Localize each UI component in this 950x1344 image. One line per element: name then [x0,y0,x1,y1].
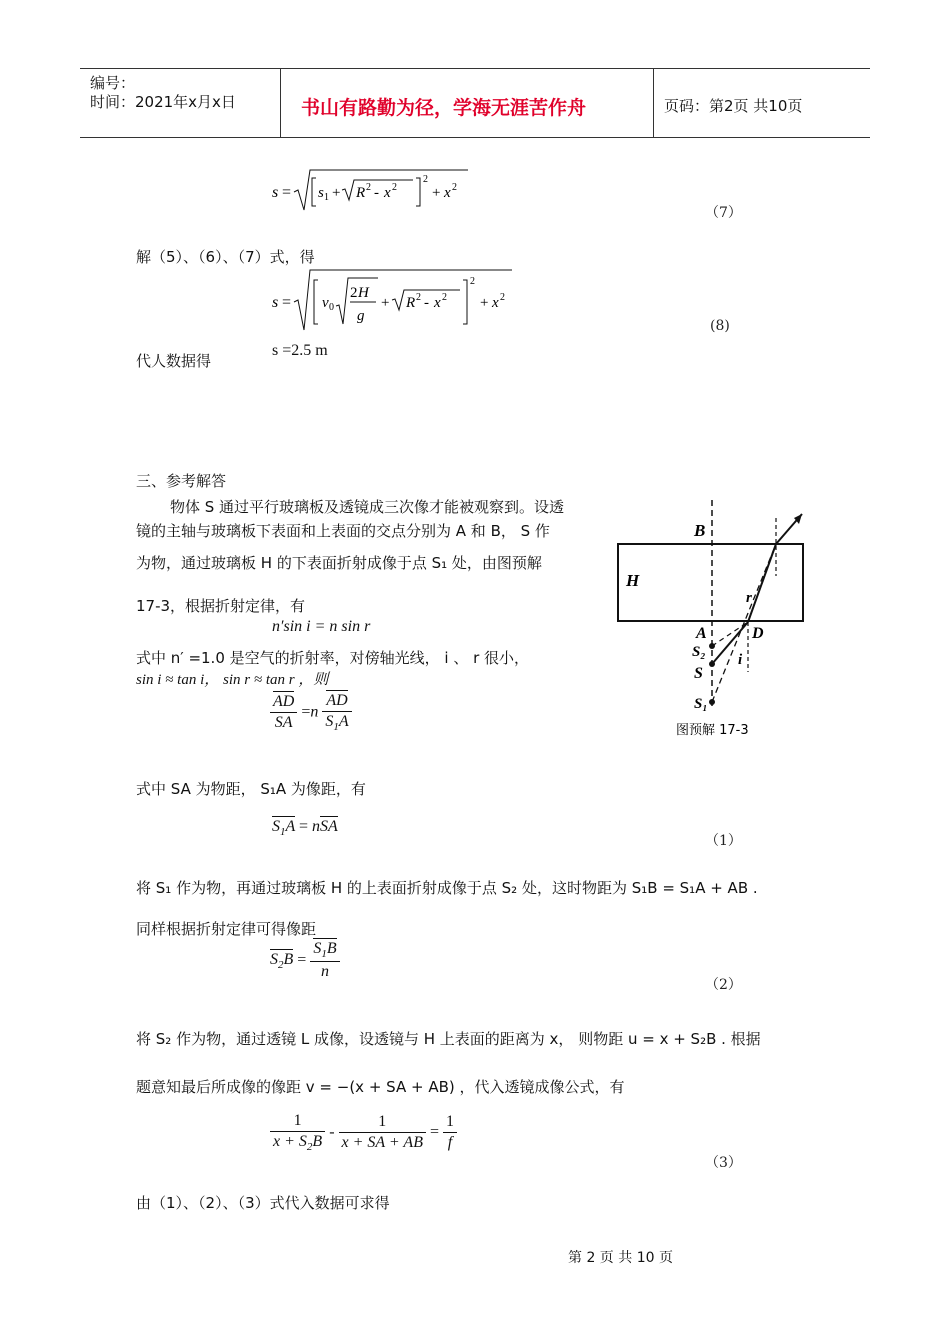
label-S: S [694,665,703,682]
svg-text:=: = [282,184,292,201]
ratio-equation: $\frac{AD}{SA}$ =n $\frac{AD}{S_1A}$ [270,692,352,733]
svg-text:2: 2 [423,174,428,185]
para3-line: 将 S₂ 作为物，通过透镜 L 成像，设透镜与 H 上表面的距离为 x， 则物距 u = x + S₂B . 根据 [136,1030,761,1048]
svg-text:+: + [432,185,441,201]
motto: 书山有路勤为径，学海无涯苦作舟 [301,97,587,119]
time-label: 时间：2021年x月x日 [90,93,236,111]
para1-line2: 镜的主轴与玻璃板下表面和上表面的交点分别为 A 和 B， S 作 [136,522,550,540]
para1-line4: 17-3，根据折射定律，有 [136,597,306,615]
equation-1: $S_1A$ = nSA [272,818,338,839]
svg-text:+: + [381,295,390,311]
para1-line3: 为物，通过玻璃板 H 的下表面折射成像于点 S₁ 处，由图预解 [136,554,542,572]
eq3-tag: （3） [705,1155,742,1171]
solve-text: 解（5）、（6）、（7）式，得 [136,248,315,266]
header-left-cell [80,69,281,137]
svg-text:-: - [424,295,429,311]
equation-2: $S_2B$ = $\frac{S_1B}{n}$ [270,940,340,981]
label-A: A [696,625,707,642]
page-footer: 第 2 页 共 10 页 [568,1250,673,1266]
svg-text:R: R [356,185,366,201]
svg-text:x: x [444,185,451,201]
svg-text:+: + [480,295,489,311]
label-r: r [746,590,752,606]
svg-text:H: H [358,285,369,301]
final-line: 由（1）、（2）、（3）式代入数据可求得 [136,1194,390,1212]
svg-text:2: 2 [500,292,505,303]
optics-figure [612,496,812,744]
svg-text:2: 2 [452,182,457,193]
label-i: i [738,652,743,668]
svg-text:0: 0 [329,302,334,313]
substitute-text: 代人数据得 [136,352,212,370]
svg-text:=: = [282,294,292,311]
para2-line: 将 S₁ 作为物，再通过玻璃板 H 的上表面折射成像于点 S₂ 处，这时物距为 S₁B = S₁A + AB . [136,879,758,897]
svg-text:x: x [492,295,499,311]
result-value: s =2.5 m [272,342,328,359]
svg-text:x: x [434,295,441,311]
svg-text:2: 2 [392,182,397,193]
approx-line: sin i ≈ tan i， sin r ≈ tan r ，则 [136,672,329,688]
svg-text:x: x [384,185,391,201]
svg-text:2: 2 [470,276,475,287]
where-line-2: 式中 SA 为物距， S₁A 为像距，有 [136,780,366,798]
section-heading: 三、参考解答 [136,472,227,490]
eq8-tag: (8) [710,318,730,334]
svg-text:2: 2 [350,285,358,301]
equation-8 [268,266,518,334]
header-page-cell [654,69,870,137]
eq2-tag: （2） [705,977,742,993]
svg-text:R: R [406,295,416,311]
snell-law: n′sin i = n sin r [272,618,371,635]
label-D: D [752,625,764,642]
svg-text:+: + [332,185,341,201]
para1-line1: 物体 S 通过平行玻璃板及透镜成三次像才能被观察到。设透 [170,498,565,516]
svg-text:2: 2 [442,292,447,303]
label-S1: S₁ [694,696,708,712]
eq7-tag: （7） [705,205,742,221]
equation-3: $\frac{1}{x + S_2B}$ - $\frac{1}{x + SA + AB}$ = $\frac{1}{f}$ [270,1112,457,1153]
svg-text:g: g [357,308,365,324]
svg-text:1: 1 [324,192,329,203]
svg-text:-: - [374,185,379,201]
svg-text:v: v [322,295,329,311]
where-line-1: 式中 n′ =1.0 是空气的折射率，对傍轴光线， i 、 r 很小， [136,649,530,667]
svg-text:s: s [272,294,279,311]
figure-caption: 图预解 17-3 [676,723,749,738]
para3b-line: 题意知最后所成像的像距 v = −(x + SA + AB) ，代入透镜成像公式，有 [136,1078,625,1096]
svg-text:2: 2 [366,182,371,193]
svg-text:s: s [318,185,324,201]
equation-7 [268,166,478,214]
header-table [80,68,870,138]
label-H: H [626,571,640,590]
glass-plate [618,544,803,621]
eq1-tag: （1） [705,833,742,849]
number-label: 编号： [90,74,136,92]
svg-text:s: s [272,184,279,201]
label-S2: S₂ [692,644,706,660]
page-info: 页码：第2页 共10页 [664,97,803,115]
label-B: B [694,521,706,540]
para2b-line: 同样根据折射定律可得像距 [136,920,317,938]
svg-text:2: 2 [416,292,421,303]
header-motto-cell [281,69,654,137]
